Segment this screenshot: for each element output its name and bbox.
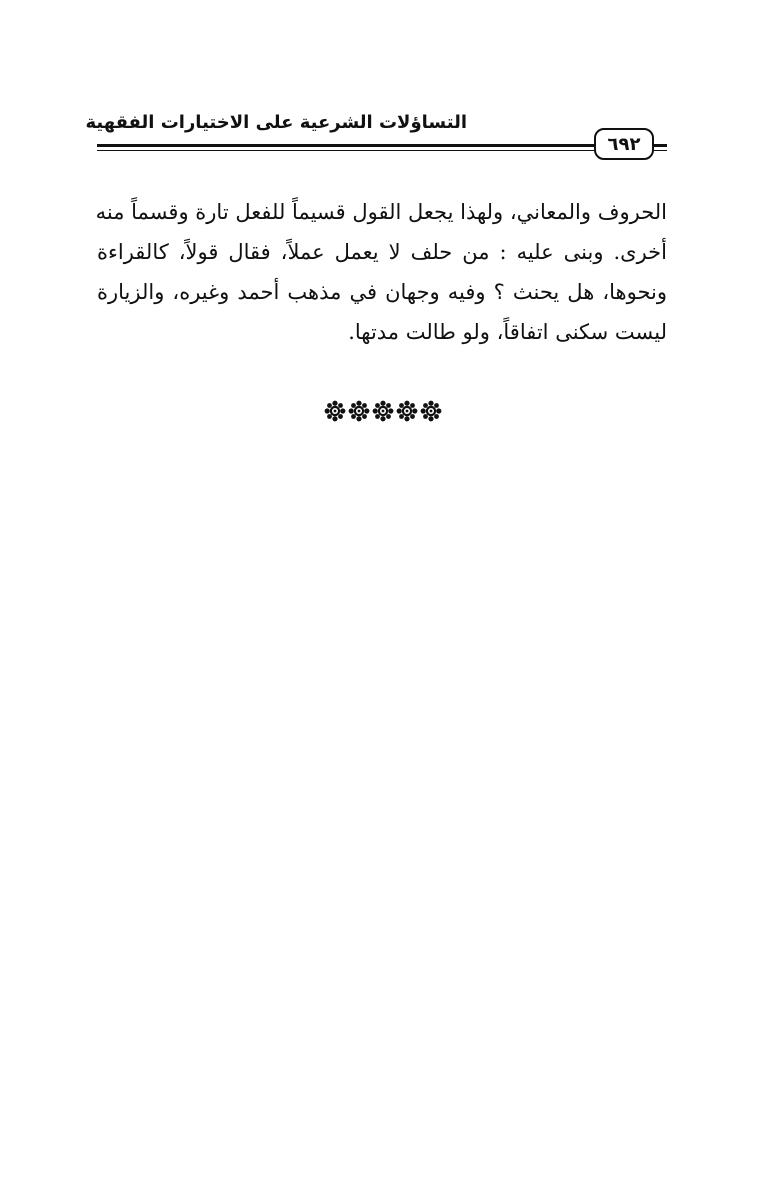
header-rule-thin bbox=[97, 150, 667, 151]
page-number-badge bbox=[594, 128, 654, 160]
text-line-3: ونحوها، هل يحنث ؟ وفيه وجهان في مذهب أحمد وغيره، والزيارة bbox=[97, 280, 667, 304]
floral-star-icon bbox=[348, 400, 370, 422]
page-header bbox=[85, 110, 667, 162]
text-line-2: أخرى. وبنى عليه : من حلف لا يعمل عملاً، فقال قولاً، كالقراءة bbox=[97, 240, 667, 264]
floral-star-icon bbox=[420, 400, 442, 422]
floral-star-icon bbox=[372, 400, 394, 422]
floral-star-icon bbox=[396, 400, 418, 422]
body-paragraph bbox=[97, 192, 667, 352]
book-title: التساؤلات الشرعية على الاختيارات الفقهية bbox=[85, 112, 467, 133]
section-divider-ornaments bbox=[0, 400, 765, 422]
floral-star-icon bbox=[324, 400, 346, 422]
text-line-4: ليست سكنى اتفاقاً، ولو طالت مدتها. bbox=[348, 320, 667, 344]
header-rule-thick bbox=[97, 144, 667, 147]
page-number: ٦٩٢ bbox=[607, 133, 641, 155]
text-line-1: الحروف والمعاني، ولهذا يجعل القول قسيماً للفعل تارة وقسماً منه bbox=[95, 200, 667, 224]
